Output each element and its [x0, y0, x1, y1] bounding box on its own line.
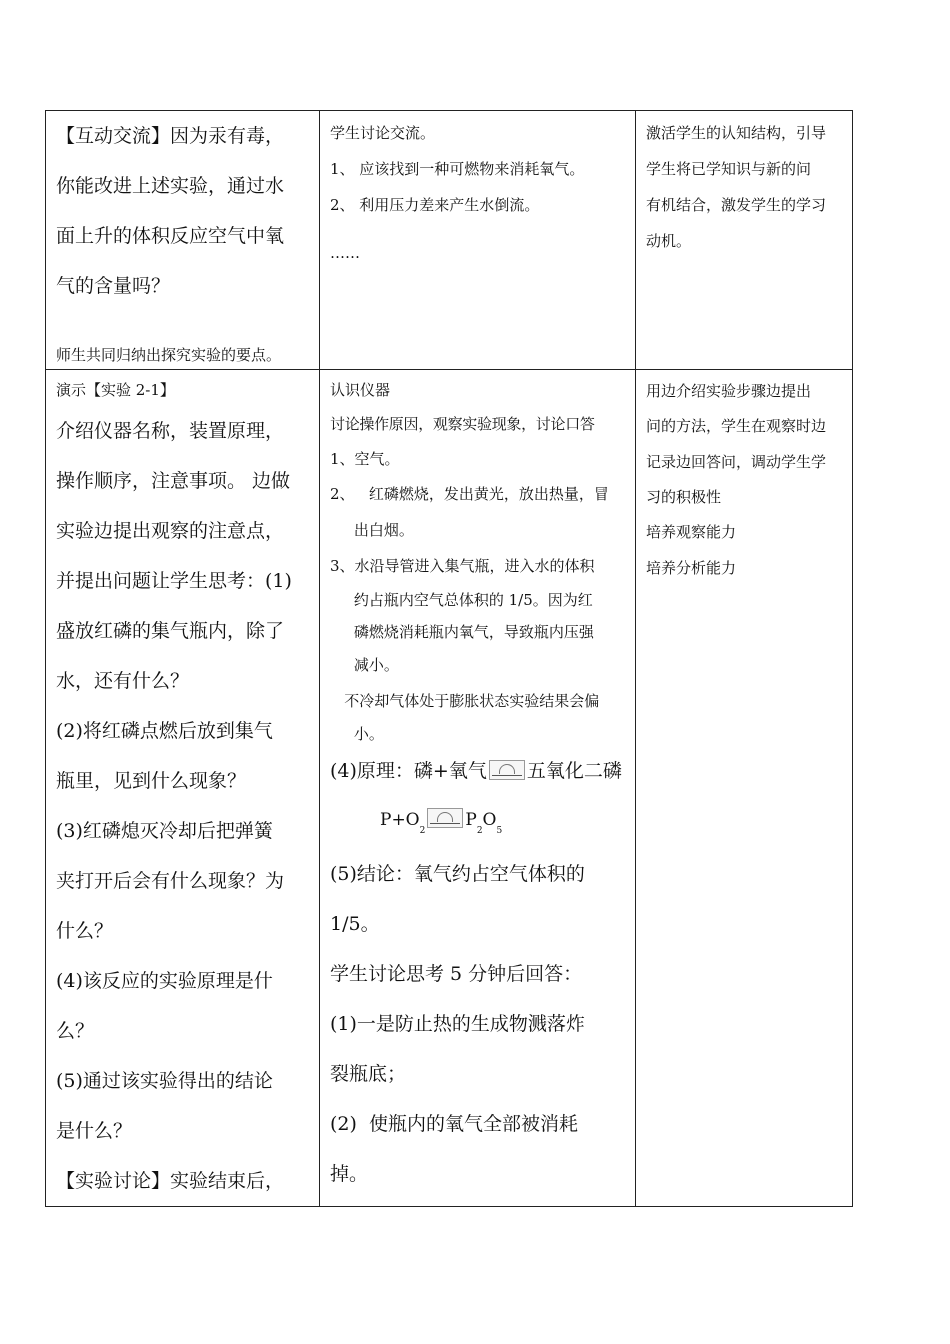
text-line: 减小。: [330, 656, 399, 674]
heating-condition-icon: [427, 808, 463, 828]
text-line: 介绍仪器名称，装置原理，: [56, 420, 285, 442]
text-line: 瓶里，见到什么现象？: [56, 770, 247, 792]
text-line: 1、 应该找到一种可燃物来消耗氧气。: [330, 160, 585, 178]
text-line: 么？: [56, 1020, 95, 1042]
text-line: 不冷却气体处于膨胀状态实验结果会偏: [330, 692, 600, 710]
text-line: 学生将已学知识与新的问: [646, 160, 812, 178]
text-line: 学生讨论思考 5 分钟后回答：: [330, 963, 583, 985]
text-line: (4)该反应的实验原理是什: [56, 970, 273, 992]
reaction-formula: $P+O_2P_2O_5$: [380, 810, 503, 836]
text-line: 记录边回答问，调动学生学: [646, 453, 827, 471]
text-line: 小。: [330, 725, 384, 743]
text-line: 问的方法，学生在观察时边: [646, 417, 827, 435]
text-line: 水，还有什么？: [56, 670, 190, 692]
text-line: 实验边提出观察的注意点，: [56, 520, 285, 542]
student-activity-cell: [320, 370, 636, 1207]
text-line: 动机。: [646, 232, 692, 250]
text-line: 认识仪器: [330, 381, 391, 399]
text-line: 用边介绍实验步骤边提出: [646, 382, 812, 400]
teacher-activity-cell: [46, 370, 320, 1207]
text-line: 2、 红磷燃烧，发出黄光，放出热量，冒: [330, 485, 609, 503]
text-line: 培养观察能力: [646, 523, 737, 541]
text-line: 【实验讨论】实验结束后，: [56, 1170, 285, 1192]
lesson-plan-table: [45, 110, 853, 1207]
text-line: 并提出问题让学生思考：(1): [56, 570, 292, 592]
text-line: (5)通过该实验得出的结论: [56, 1070, 273, 1092]
text-line: 面上升的体积反应空气中氧: [56, 225, 285, 247]
reaction-principle: [320, 748, 635, 794]
text-line: 掉。: [330, 1163, 369, 1185]
text-line: 1/5。: [330, 913, 380, 935]
text-line: 夹打开后会有什么现象？为: [56, 870, 285, 892]
text-line: (2) 使瓶内的氧气全部被消耗: [330, 1113, 578, 1135]
text-line: 2、 利用压力差来产生水倒流。: [330, 196, 540, 214]
text-line: 演示【实验 2-1】: [56, 381, 175, 399]
table-row: [46, 111, 853, 370]
text-line: (2)将红磷点燃后放到集气: [56, 720, 273, 742]
design-intent-cell: [636, 370, 853, 1207]
text-line: 讨论操作原因，观察实验现象，讨论口答: [330, 415, 595, 433]
text-line: 培养分析能力: [646, 559, 737, 577]
text-line: 习的积极性: [646, 488, 722, 506]
text-line: ……: [330, 244, 360, 262]
text-line: 3、水沿导管进入集气瓶，进入水的体积: [330, 557, 595, 575]
principle-suffix: 五氧化二磷: [526, 760, 622, 782]
text-line: 【互动交流】因为汞有毒，: [56, 125, 285, 147]
text-line: 约占瓶内空气总体积的 1/5。因为红: [330, 591, 593, 609]
text-line: 什么？: [56, 920, 114, 942]
text-line: 出白烟。: [330, 521, 414, 539]
text-line: 学生讨论交流。: [330, 124, 436, 142]
table-row: [46, 370, 853, 1207]
text-line: (3)红磷熄灭冷却后把弹簧: [56, 820, 273, 842]
teacher-activity-cell: [46, 111, 320, 370]
text-line: 激活学生的认知结构，引导: [646, 124, 827, 142]
text-line: 操作顺序，注意事项。 边做: [56, 470, 291, 492]
text-line: 磷燃烧消耗瓶内氧气，导致瓶内压强: [330, 623, 594, 641]
principle-prefix: (4)原理：磷+氧气: [330, 760, 487, 782]
text-line: 1、空气。: [330, 450, 400, 468]
text-line: 裂瓶底；: [330, 1063, 407, 1085]
text-line: 气的含量吗？: [56, 275, 171, 297]
text-line: 是什么？: [56, 1120, 133, 1142]
text-line: 盛放红磷的集气瓶内，除了: [56, 620, 285, 642]
text-line: 有机结合，激发学生的学习: [646, 196, 827, 214]
text-line: 你能改进上述实验，通过水: [56, 175, 285, 197]
heating-condition-icon: [489, 760, 525, 780]
text-line: (1)一是防止热的生成物溅落炸: [330, 1013, 585, 1035]
student-activity-cell: [320, 111, 636, 370]
text-line: 师生共同归纳出探究实验的要点。: [56, 346, 282, 364]
text-line: (5)结论：氧气约占空气体积的: [330, 863, 585, 885]
design-intent-cell: [636, 111, 853, 370]
